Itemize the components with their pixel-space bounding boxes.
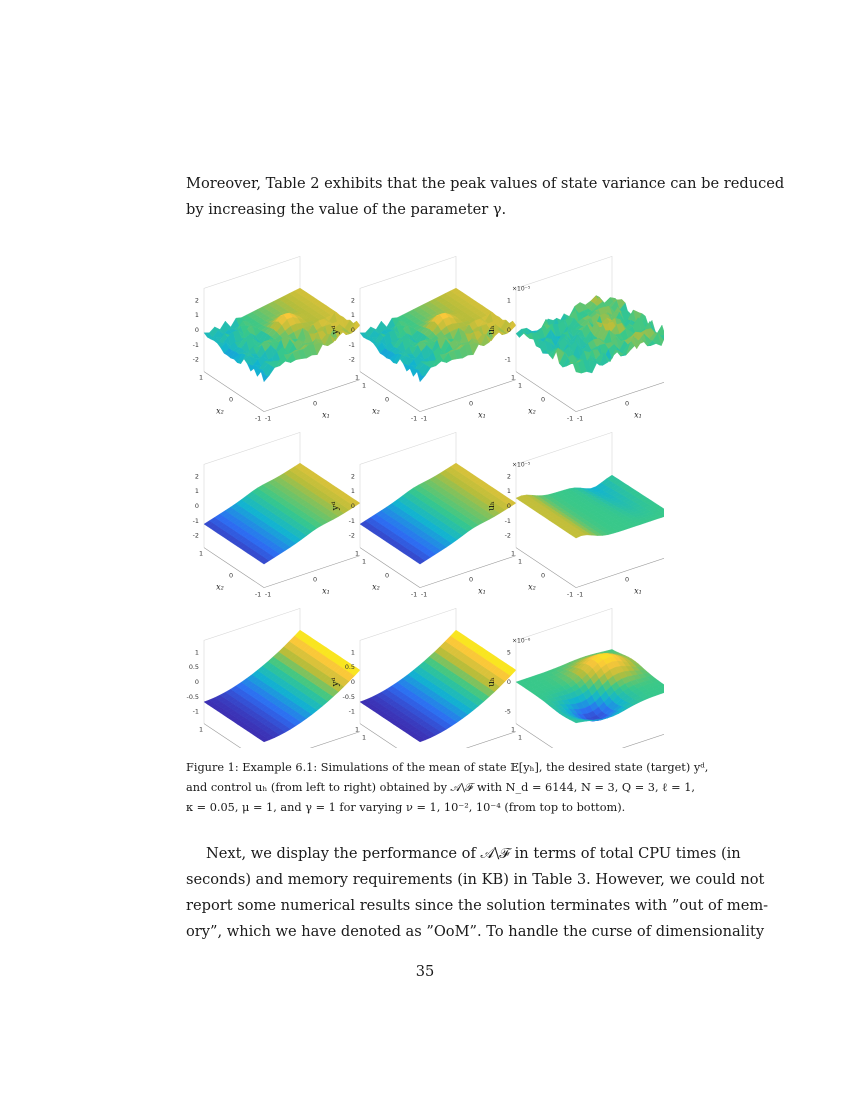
z-tick-label: -1 xyxy=(348,340,355,349)
z-tick-label: 1 xyxy=(350,311,355,320)
surface-plot-r2-c2 xyxy=(331,432,522,598)
x2-axis-line xyxy=(516,372,576,412)
x1-tick-label: 0 xyxy=(312,399,318,408)
x2-tick-label: 0 xyxy=(540,571,546,580)
x1-axis-label: x₁ xyxy=(478,410,486,420)
x2-tick-label: 1 xyxy=(198,725,204,734)
x2-tick-label: -1 xyxy=(566,414,574,423)
caption-line-1: Figure 1: Example 6.1: Simulations of the mean of state 𝔼[yₕ], the desired state (target) yᵈ, xyxy=(186,761,709,774)
body-line-4: ory”, which we have denoted as ”OoM”. To handle the curse of dimensionality xyxy=(186,923,765,940)
z-tick-label: 0 xyxy=(350,502,355,510)
z-tick-label: -1 xyxy=(504,355,511,364)
x1-axis-label: x₁ xyxy=(634,586,642,596)
x2-tick-label: -1 xyxy=(254,414,262,423)
z-tick-label: -1 xyxy=(348,516,355,525)
z-tick-label: 2 xyxy=(350,296,355,305)
z-tick-label: 0.5 xyxy=(344,663,355,672)
x1-tick-label: -1 xyxy=(420,590,428,599)
x1-axis-line xyxy=(576,556,664,588)
intro-line-2: by increasing the value of the parameter γ. xyxy=(186,201,507,218)
z-tick-label: -2 xyxy=(348,355,355,364)
x2-tick-label: 1 xyxy=(510,373,516,382)
z-tick-label: 5 xyxy=(506,648,511,657)
surface-plot-r1-c3 xyxy=(487,256,664,422)
x2-tick-label: 1 xyxy=(354,549,360,558)
z-tick-label: 1 xyxy=(350,648,355,657)
x1-tick-label: 1 xyxy=(361,557,367,566)
x2-axis-label: x₂ xyxy=(372,406,380,416)
z-tick-label: 1 xyxy=(194,648,199,657)
z-axis-label: uₕ xyxy=(487,501,497,511)
x2-axis-line xyxy=(204,372,264,412)
intro-line-1: Moreover, Table 2 exhibits that the peak values of state variance can be reduced xyxy=(186,175,785,192)
z-tick-label: -2 xyxy=(504,531,511,540)
x1-axis-line xyxy=(576,732,664,748)
z-tick-label: 0 xyxy=(506,678,511,686)
x1-tick-label: -1 xyxy=(576,414,584,423)
x1-tick-label: 1 xyxy=(517,381,523,390)
z-tick-label: 0.5 xyxy=(188,663,199,672)
body-paragraph xyxy=(186,841,769,945)
z-tick-label: -2 xyxy=(192,531,199,540)
x2-axis-label: x₂ xyxy=(216,582,224,592)
x2-axis-line xyxy=(516,724,576,748)
surface-plot-r3-c3 xyxy=(487,608,664,748)
x1-tick-label: 0 xyxy=(312,575,318,584)
intro-paragraph xyxy=(186,171,785,223)
z-tick-label: 2 xyxy=(194,472,199,481)
x1-tick-label: -1 xyxy=(264,590,272,599)
body-line-1: Next, we display the performance of 𝒜\ℱ in terms of total CPU times (in xyxy=(206,845,741,862)
x1-axis-label: x₁ xyxy=(322,586,330,596)
z-tick-label: -1 xyxy=(348,707,355,716)
z-tick-label: 0 xyxy=(194,326,199,334)
surface-plot-r1-c1 xyxy=(186,256,366,422)
figure-caption xyxy=(186,758,709,818)
x2-axis-label: x₂ xyxy=(528,582,536,592)
x1-axis-line xyxy=(576,380,664,412)
caption-line-3: κ = 0.05, μ = 1, and γ = 1 for varying ν = 1, 10⁻², 10⁻⁴ (from top to bottom). xyxy=(186,801,626,814)
z-tick-label: 0 xyxy=(194,502,199,510)
body-line-3: report some numerical results since the solution terminates with ”out of mem- xyxy=(186,897,769,914)
x2-tick-label: -1 xyxy=(566,590,574,599)
z-exponent-label: ×10⁻⁵ xyxy=(512,285,531,293)
x2-tick-label: 0 xyxy=(384,571,390,580)
z-axis-label: yᵈ xyxy=(331,501,341,511)
x2-axis-label: x₂ xyxy=(528,406,536,416)
z-tick-label: -1 xyxy=(192,707,199,716)
x2-axis-line xyxy=(360,372,420,412)
x1-tick-label: 0 xyxy=(468,399,474,408)
z-tick-label: 0 xyxy=(194,678,199,686)
z-axis-label: yᵈ xyxy=(331,325,341,335)
x2-axis-label: x₂ xyxy=(216,406,224,416)
z-tick-label: 1 xyxy=(194,311,199,320)
x2-tick-label: -1 xyxy=(410,414,418,423)
z-tick-label: 2 xyxy=(506,472,511,481)
x2-axis-line xyxy=(516,548,576,588)
x1-axis-label: x₁ xyxy=(478,586,486,596)
x2-tick-label: -1 xyxy=(410,590,418,599)
x1-tick-label: 0 xyxy=(624,575,630,584)
x1-tick-label: 1 xyxy=(361,733,367,742)
z-axis-label: uₕ xyxy=(487,677,497,687)
z-tick-label: 1 xyxy=(194,487,199,496)
x2-tick-label: 1 xyxy=(354,373,360,382)
z-tick-label: 1 xyxy=(350,487,355,496)
z-tick-label: 2 xyxy=(350,472,355,481)
x1-tick-label: 1 xyxy=(517,733,523,742)
x1-tick-label: 0 xyxy=(624,399,630,408)
surface-plot-r1-c2 xyxy=(331,256,522,422)
z-exponent-label: ×10⁻⁵ xyxy=(512,461,531,469)
z-tick-label: -2 xyxy=(192,355,199,364)
x2-tick-label: 1 xyxy=(510,725,516,734)
caption-line-2: and control uₕ (from left to right) obtained by 𝒜\ℱ with N_d = 6144, N = 3, Q = 3, ℓ = 1, xyxy=(186,781,696,794)
z-tick-label: 0 xyxy=(506,502,511,510)
x2-tick-label: 1 xyxy=(510,549,516,558)
x1-tick-label: -1 xyxy=(420,414,428,423)
z-tick-label: -5 xyxy=(504,707,511,716)
z-tick-label: -0.5 xyxy=(342,692,355,701)
z-tick-label: 0 xyxy=(350,678,355,686)
surface-plot-r2-c1 xyxy=(186,432,366,598)
z-tick-label: -1 xyxy=(192,340,199,349)
x1-tick-label: 0 xyxy=(468,575,474,584)
x2-axis-label: x₂ xyxy=(372,582,380,592)
z-tick-label: 0 xyxy=(506,326,511,334)
z-tick-label: 1 xyxy=(506,487,511,496)
x2-tick-label: 1 xyxy=(198,373,204,382)
x1-axis-label: x₁ xyxy=(634,410,642,420)
x2-tick-label: 0 xyxy=(228,571,234,580)
z-tick-label: -1 xyxy=(192,516,199,525)
figure-1-surface-plots xyxy=(186,228,664,748)
x2-tick-label: 1 xyxy=(198,549,204,558)
z-axis-label: yᵈ xyxy=(331,677,341,687)
x2-tick-label: 1 xyxy=(354,725,360,734)
z-tick-label: 0 xyxy=(350,326,355,334)
x1-tick-label: 1 xyxy=(361,381,367,390)
body-line-2: seconds) and memory requirements (in KB) in Table 3. However, we could not xyxy=(186,871,765,888)
x1-tick-label: -1 xyxy=(264,414,272,423)
z-tick-label: 1 xyxy=(506,296,511,305)
z-tick-label: -1 xyxy=(504,516,511,525)
x2-tick-label: 0 xyxy=(228,395,234,404)
x1-tick-label: -1 xyxy=(576,590,584,599)
z-tick-label: -2 xyxy=(348,531,355,540)
x1-tick-label: 1 xyxy=(517,557,523,566)
x2-tick-label: 0 xyxy=(384,395,390,404)
x2-tick-label: 0 xyxy=(540,395,546,404)
x2-tick-label: -1 xyxy=(254,590,262,599)
z-tick-label: -0.5 xyxy=(186,692,199,701)
z-tick-label: 2 xyxy=(194,296,199,305)
z-exponent-label: ×10⁻⁶ xyxy=(512,637,531,645)
z-axis-label: uₕ xyxy=(487,325,497,335)
page-number: 35 xyxy=(415,963,435,980)
surface-plot-r2-c3 xyxy=(487,432,664,598)
x1-axis-label: x₁ xyxy=(322,410,330,420)
